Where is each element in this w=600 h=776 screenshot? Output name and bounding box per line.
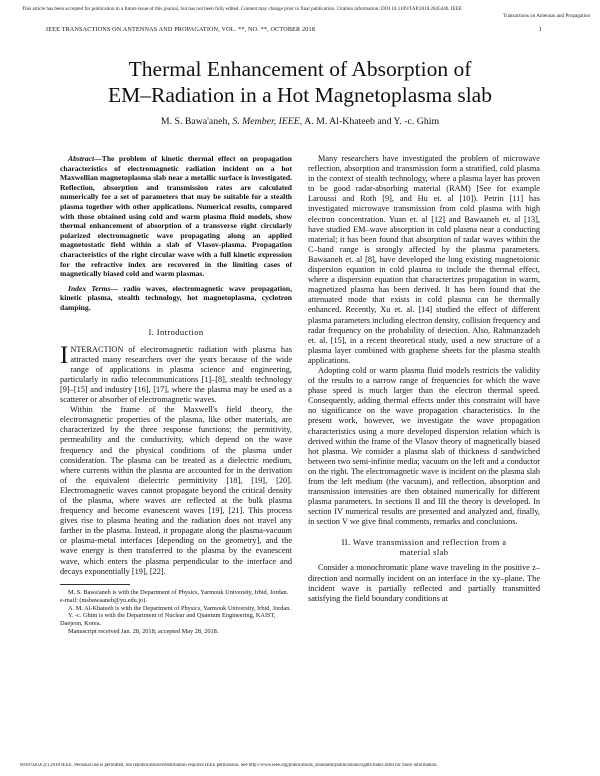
abstract bbox=[60, 154, 292, 279]
footnote-author-2: A. M. Al-Khateeb is with the Department of Physics, Yarmouk University, Irbid, Jordan. bbox=[68, 604, 291, 612]
abstract-text: —The problem of kinetic thermal effect on propagation characteristics of electromagnetic radiation incident on a hot Maxwellian magnetoplasma slab near a metallic surface is investigated. Reflection, absorption and transmission rates are calculated numerically for a set of parameters that may be suitable for a stealth plasma together with other applications. Numerical results, compared with those obtained using cold and warm plasma fluid models, show thermal enhancement of absorption of a transverse right circularly polarized electromagnetic wave propagating along an applied magnetostatic field within a slab of Vlasov-plasma. Propagation characteristics of the right circular wave with a full kinetic expression for the refractive index are recovered in the limiting cases of magnetically biased cold and warm plasmas. bbox=[60, 154, 292, 279]
index-terms-text: — radio waves, electromagnetic wave propagation, kinetic plasma, stealth technology, hot magnetoplasma, cyclotron damping. bbox=[60, 283, 292, 312]
index-terms-label: Index Terms bbox=[68, 283, 111, 293]
paper-title bbox=[30, 56, 570, 108]
publication-notice bbox=[22, 6, 590, 20]
footnote-rule bbox=[60, 584, 130, 585]
author-1: M. S. Bawa'aneh, bbox=[160, 116, 233, 127]
left-column bbox=[60, 154, 292, 636]
section-2-heading bbox=[308, 537, 540, 557]
intro-paragraph-2: Within the frame of the Maxwell's field theory, the electromagnetic properties of the plasma, like other materials, are characterized by the three response functions; the permitivity, permeability and the conductivity, which depend on the wave frequency and the physical conditions of the plasma under consideration. The plasma can be treated as a dielectric medium, where currents within the plasma are accounted for in the derivation of the equivalent dielectric permittivity [18], [19], [20]. Electromagnetic waves cannot propagate beyond the critical density of the plasma, where waves are reflected at the bulk plasma frequency and become evanescent waves [19], [21]. This process gives rise to plasma heating and the radiation does not travel any farther in the plasma. Instead, it propagate along the plasma-vacuum or plasma-metal interfaces [depending on the geometry], and the wave energy is then transferred to the plasma by the evanescent wave, which enters the plasma perpendicular to the interface and decays exponentially [19], [22]. bbox=[60, 405, 292, 576]
section-1-heading: I. Introduction bbox=[148, 326, 204, 337]
title-line-2: EM–Radiation in a Hot Magnetoplasma slab bbox=[108, 83, 492, 107]
drop-cap: I bbox=[60, 341, 69, 369]
author-list bbox=[30, 116, 570, 127]
page-number: 1 bbox=[538, 26, 542, 33]
copyright-notice: 0018-926X (c) 2018 IEEE. Personal use is permitted, but republication/redistribution requires IEEE permission. See http://www.ieee.org/publications_standards/publications/rights/index.html for more information. bbox=[20, 763, 438, 768]
publication-notice-line1: This article has been accepted for publication in a future issue of this journal, but has not been fully edited. Content may change prior to final publication. Citation information: DOI 10.1109/TAP.2018.2845446, IEEE bbox=[22, 6, 462, 12]
journal-header: IEEE TRANSACTIONS ON ANTENNAS AND PROPAGATION, VOL. **, NO. **, OCTOBER 2018 bbox=[46, 26, 315, 33]
body-paragraph-3: Consider a monochromatic plane wave traveling in the positive z–direction and normally incident on an interface in the xy–plane. The incident wave is partially reflected and partially transmitted satisfying the field boundary conditions at bbox=[308, 563, 540, 603]
index-terms bbox=[60, 284, 292, 313]
other-authors: , A. M. Al-Khateeb and Y. -c. Ghim bbox=[299, 116, 440, 127]
body-paragraph-1: Many researchers have investigated the problem of microwave reflection, absorption and transmission form a stratified, cold plasma in the context of stealth technology, where a plasma layer has proven to be good radar-absorbing material (RAM) [See for example Laroussi and Roth [9], and Hu et. al [10]). Petrin [11] has investigated microwave transmission from cold plasma with high electron concentration. Yuan et. al [12] and Bawaaneh et. al [13], have studied EM–wave absorption in cold plasma near a conducting material; it has been found that absorption of radar waves within the C–band range is strongly affected by the plasma parameters. Bawaaneh et. al [8], have developed the long existing magnetoionic dispersion equation in cold plasma to include the thermal effect, where a dispersion equation that characterizes propagation in warm, magnetized plasma has been derived. It has been found that the attenuated mode that exists in cold plasma can be thermally enhanced. Recently, Xu et. al. [14] studied the effect of different plasma parameters including electron density, collision frequency and radar frequency on the probability of detection. Also, Rahmanzadeh et. al. [15], in a recent theoretical study, used a new structure of a plasma layer combined with graphene sheets for the plasma stealth applications. bbox=[308, 154, 540, 365]
section-2-heading-line-2: material slab bbox=[399, 547, 449, 558]
intro-paragraph-1-text: NTERACTION of electromagnetic radiation with plasma has attracted many researchers over the years because of the wide range of applications in plasma science and engineering, particularly in radio telecommunications [1]–[8], stealth technology [9]–[15] and industry [16], [17], where the plasma may be used as a scatterer or absorber of electromagnetic waves. bbox=[60, 344, 292, 405]
intro-paragraph-1 bbox=[60, 341, 292, 406]
section-2-heading-line-1: II. Wave transmission and reflection from a bbox=[341, 537, 507, 548]
author-1-role: S. Member, IEEE bbox=[232, 116, 300, 127]
footnote-author-1: M. S. Bawa'aneh is with the Department of Physics, Yarmouk University, Irbid, Jordan. e-mail: (msbawaaneh@yu.edu.jo). bbox=[60, 588, 289, 604]
title-line-1: Thermal Enhancement of Absorption of bbox=[128, 57, 472, 81]
body-paragraph-2: Adopting cold or warm plasma fluid models restricts the validity of the results to a narrow range of frequencies for which the wave phase speed is much larger than the electron thermal speed. Consequently, adding thermal effects under this constraint will have no significance on the wave propagation characteristics. In the present work, however, we investigate the wave propagation characteristics using a more developed dispersion relation which is derived within the frame of the Vlasov theory of magnetically biased hot plasma. We consider a plasma slab of thickness d sandwiched between two semi-infinite media; vacuum on the left and a conductor on the right. The electromagnetic wave is incident on the plasma slab from the left medium (the vacuum), and reflection, absorption and transmission intensities are then obtained numerically for different plasma parameters. In sections II and III the theory is developed. In section IV numerical results are presented and analyzed and, finally, in section V we give final comments, remarks and conclusions. bbox=[308, 365, 540, 527]
right-column bbox=[308, 154, 540, 604]
abstract-label: Abstract bbox=[68, 154, 95, 163]
running-header bbox=[46, 26, 542, 33]
publication-notice-line2: Transactions on Antennas and Propagation bbox=[503, 13, 590, 19]
footnote-manuscript: Manuscript received Jan. 28, 2018; accepted May 28, 2018. bbox=[68, 628, 219, 636]
footnote-author-3: Y. -c. Ghim is with the Department of Nuclear and Quantum Engineering, KAIST, Daejeon, Korea. bbox=[60, 612, 276, 628]
